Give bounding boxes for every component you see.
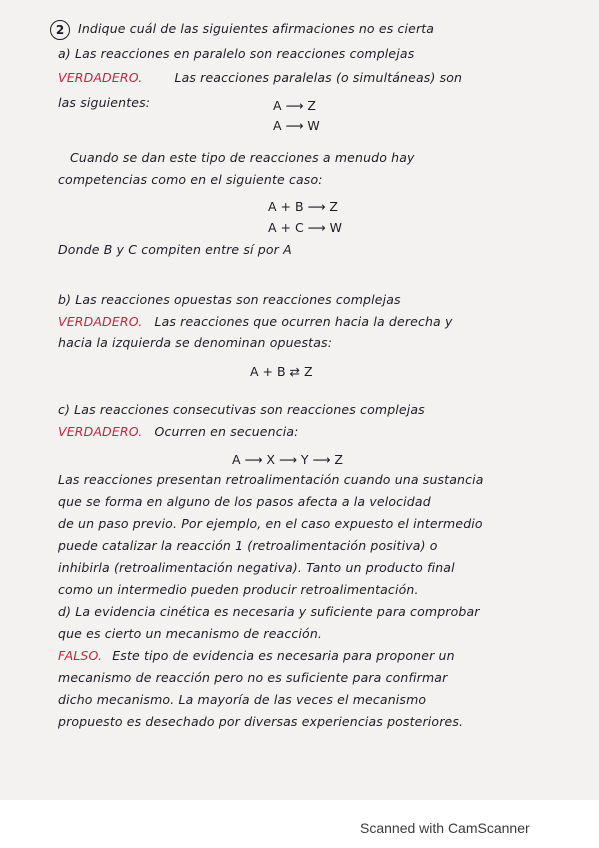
c-explanation: Ocurren en secuencia: <box>154 424 299 439</box>
c-paragraph-line-1: Las reacciones presentan retroalimentación cuando una sustancia <box>58 472 484 487</box>
d-statement-cont: que es cierto un mecanismo de reacción. <box>58 626 323 641</box>
a-explanation: Las reacciones paralelas (o simultáneas) son <box>174 70 463 85</box>
scanner-watermark: Scanned with CamScanner <box>360 820 530 836</box>
c-verdict: VERDADERO. <box>58 424 143 439</box>
a-statement: a) Las reacciones en paralelo son reacciones complejas <box>58 46 415 61</box>
b-statement: b) Las reacciones opuestas son reacciones complejas <box>58 292 401 307</box>
a-answer-line <box>58 70 462 85</box>
d-verdict: FALSO. <box>58 648 103 663</box>
equation-a3: A + B ⟶ Z <box>268 199 338 214</box>
question-number-circle: 2 <box>50 20 70 40</box>
a-conclusion: Donde B y C compiten entre sí por A <box>58 242 292 257</box>
b-explanation: Las reacciones que ocurren hacia la derecha y <box>154 314 453 329</box>
equation-a2: A ⟶ W <box>273 118 320 133</box>
equation-a1: A ⟶ Z <box>273 98 316 113</box>
d-answer-line <box>58 648 455 663</box>
b-answer-line <box>58 314 453 329</box>
d-paragraph-line-2: dicho mecanismo. La mayoría de las veces el mecanismo <box>58 692 427 707</box>
c-statement: c) Las reacciones consecutivas son reacciones complejas <box>58 402 425 417</box>
c-paragraph-line-2: que se forma en alguno de los pasos afecta a la velocidad <box>58 494 431 509</box>
d-paragraph-line-3: propuesto es desechado por diversas experiencias posteriores. <box>58 714 464 729</box>
a-competition-text-cont: competencias como en el siguiente caso: <box>58 172 323 187</box>
c-answer-line <box>58 424 299 439</box>
question-title: Indique cuál de las siguientes afirmaciones no es cierta <box>78 21 435 36</box>
b-verdict: VERDADERO. <box>58 314 143 329</box>
d-explanation: Este tipo de evidencia es necesaria para proponer un <box>112 648 455 663</box>
c-paragraph-line-5: inhibirla (retroalimentación negativa). Tanto un producto final <box>58 560 455 575</box>
a-explanation-cont: las siguientes: <box>58 95 151 110</box>
a-competition-text: Cuando se dan este tipo de reacciones a menudo hay <box>70 150 415 165</box>
d-statement: d) La evidencia cinética es necesaria y suficiente para comprobar <box>58 604 480 619</box>
c-paragraph-line-4: puede catalizar la reacción 1 (retroalimentación positiva) o <box>58 538 438 553</box>
b-explanation-cont: hacia la izquierda se denominan opuestas: <box>58 335 333 350</box>
c-paragraph-line-3: de un paso previo. Por ejemplo, en el caso expuesto el intermedio <box>58 516 483 531</box>
a-verdict: VERDADERO. <box>58 70 143 85</box>
equation-c: A ⟶ X ⟶ Y ⟶ Z <box>232 452 343 467</box>
equation-a4: A + C ⟶ W <box>268 220 342 235</box>
d-paragraph-line-1: mecanismo de reacción pero no es suficiente para confirmar <box>58 670 448 685</box>
equation-b: A + B ⇄ Z <box>250 364 313 379</box>
c-paragraph-line-6: como un intermedio pueden producir retroalimentación. <box>58 582 419 597</box>
